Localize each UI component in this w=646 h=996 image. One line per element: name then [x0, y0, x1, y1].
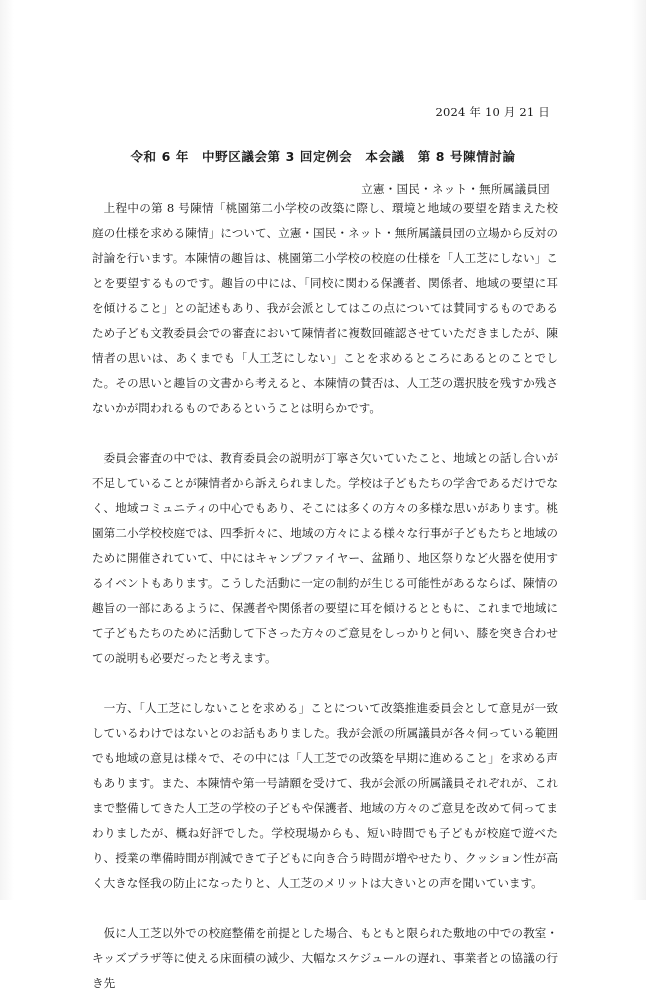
paragraph: 上程中の第 8 号陳情「桃園第二小学校の改築に際し、環境と地域の要望を踏まえた校庭の仕様を求める陳情」について、立憲・国民・ネット・無所属議員団の立場から反対の討論を行います。本陳情の趣旨は、桃園第二小学校の校庭の仕様を「人工芝にしない」ことを要望するものです。趣旨の中には、「同校に関わる保護者、関係者、地域の要望に耳を傾けること」との記述もあり、我が会派としてはこの点については賛同するものであるため子ども文教委員会での審査において陳情者に複数回確認させていただきましたが、陳情者の思いは、あくまでも「人工芝にしない」ことを求めるところにあるとのことでした。その思いと趣旨の文書から考えると、本陳情の賛否は、人工芝の選択肢を残すか残さないかが問われるものであるということは明らかです。: [92, 201, 558, 415]
paragraph: 一方、「人工芝にしないことを求める」ことについて改築推進委員会として意見が一致しているわけではないとのお話もありました。我が会派の所属議員が各々伺っている範囲でも地域の意見は様々で、その中には「人工芝での改築を早期に進めること」を求める声もあります。また、本陳情や第一号請願を受けて、我が会派の所属議員それぞれが、これまで整備してきた人工芝の学校の子どもや保護者、地域の方々のご意見を改めて伺ってまわりましたが、概ね好評でした。学校現場からも、短い時間でも子どもが校庭で遊べたり、授業の準備時間が削減できて子どもに向き合う時間が増やせたり、クッション性が高く大きな怪我の防止になったりと、人工芝のメリットは大きいとの声を聞いています。: [92, 701, 558, 890]
paragraph: 仮に人工芝以外での校庭整備を前提とした場合、もともと限られた敷地の中での教室・キッズプラザ等に使える床面積の減少、大幅なスケジュールの遅れ、事業者との協議の行き先: [92, 926, 558, 990]
document-date: 2024 年 10 月 21 日: [435, 105, 550, 119]
document-body: [92, 196, 558, 996]
organization-name: 立憲・国民・ネット・無所属議員団: [361, 182, 550, 196]
paragraph: 委員会審査の中では、教育委員会の説明が丁寧さ欠いていたこと、地域との話し合いが不足していることが陳情者から訴えられました。学校は子どもたちの学舎であるだけでなく、地域コミュニティの中心でもあり、そこには多くの方々の多様な思いがあります。桃園第二小学校校庭では、四季折々に、地域の方々による様々な行事が子どもたちと地域のために開催されていて、中にはキャンプファイヤー、盆踊り、地区祭りなど火器を使用するイベントもあります。こうした活動に一定の制約が生じる可能性があるならば、陳情の趣旨の一部にあるように、保護者や関係者の要望に耳を傾けるとともに、これまで地域にて子どもたちのために活動して下さった方々のご意見をしっかりと伺い、膝を突き合わせての説明も必要だったと考えます。: [92, 451, 558, 665]
document-title: 令和 6 年 中野区議会第 3 回定例会 本会議 第 8 号陳情討論: [130, 149, 516, 164]
